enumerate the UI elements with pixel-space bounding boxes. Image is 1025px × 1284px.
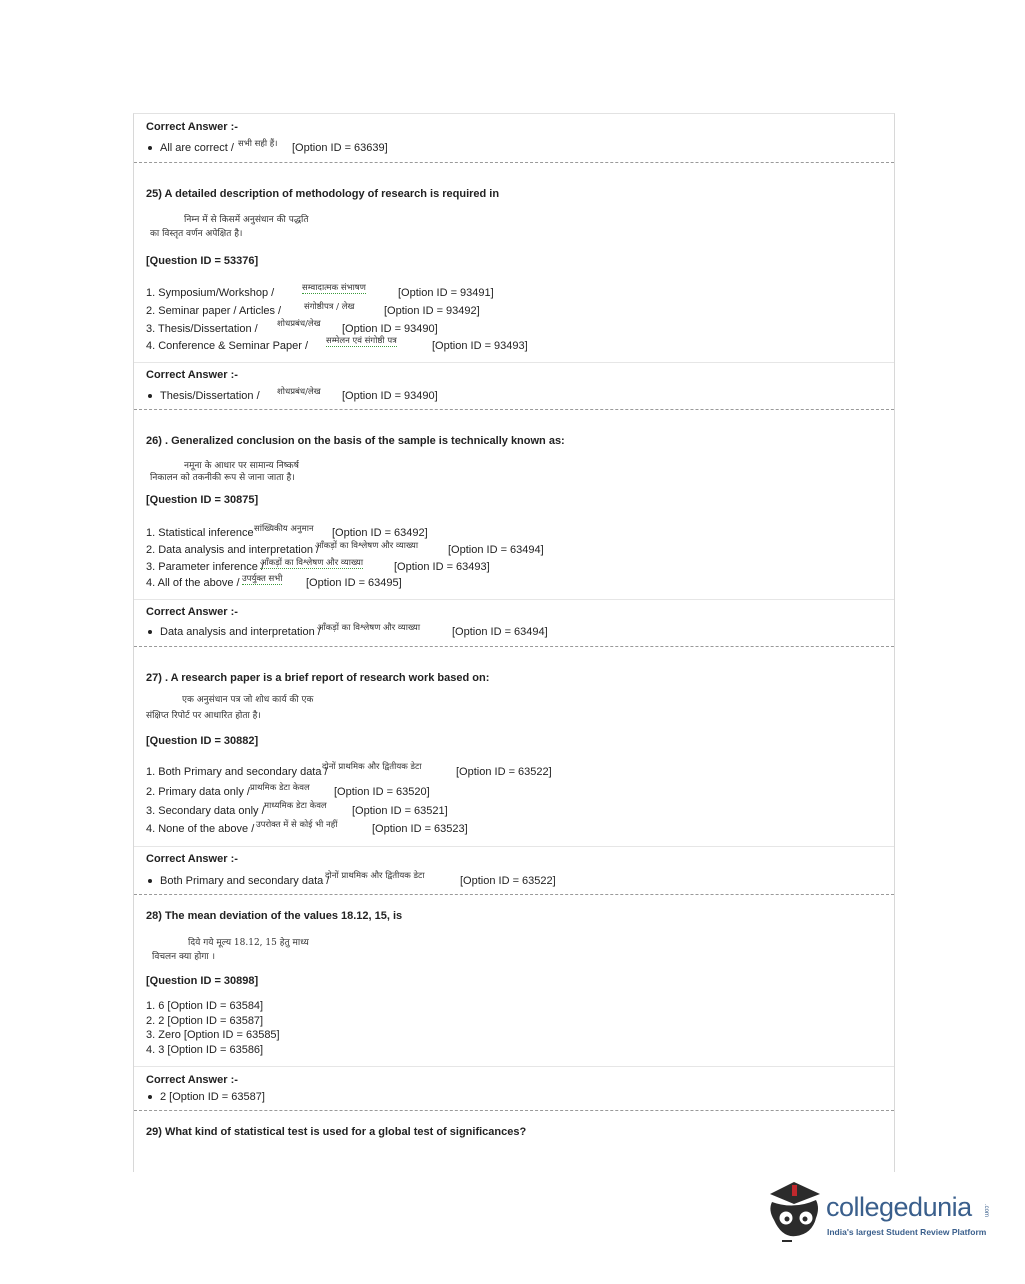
question-hindi-line: विचलन क्या होगा । [152,952,216,962]
divider [134,1110,894,1111]
answer-option-id: [Option ID = 93490] [342,390,438,402]
option-id: [Option ID = 63494] [448,544,544,556]
option: 3. Thesis/Dissertation / [146,323,258,335]
correct-answer-label: Correct Answer :- [146,121,238,133]
option-hindi: दोनों प्राथमिक और द्वितीयक डेटा [322,762,422,772]
correct-answer-item [146,142,234,154]
option-hindi: आँकड़ों का विश्लेषण और व्याख्या [260,558,364,568]
option-id: [Option ID = 63522] [456,766,552,778]
option: 3. Parameter inference / [146,561,265,573]
bullet-dot [148,1095,152,1099]
option: 4. All of the above / [146,577,240,589]
option: 4. None of the above / [146,823,255,835]
bullet-dot [148,879,152,883]
answer-hindi: शोधप्रबंध/लेख [277,387,321,397]
option-id: [Option ID = 93490] [342,323,438,335]
logo-wordmark: collegedunia [826,1192,972,1222]
correct-answer-label: Correct Answer :- [146,1074,238,1086]
bullet-dot [148,394,152,398]
divider [134,894,894,895]
divider [134,362,894,363]
option-id: [Option ID = 93492] [384,305,480,317]
divider [134,409,894,410]
bullet-dot [148,630,152,634]
answer-text: Both Primary and secondary data / [160,875,330,887]
answer-option-id: [Option ID = 63494] [452,626,548,638]
option: 2. Data analysis and interpretation / [146,544,320,556]
question-hindi-line: निकालन को तकनीकी रूप से जाना जाता है। [150,473,295,483]
option-hindi: शोधप्रबंध/लेख [277,319,321,329]
correct-answer-label: Correct Answer :- [146,853,238,865]
answer-text: Thesis/Dissertation / [160,390,260,402]
question-id: [Question ID = 30882] [146,735,259,747]
divider [134,1066,894,1067]
question-hindi-line: निम्न में से किसमें अनुसंधान की पद्धति [184,215,309,225]
logo-domain: .com [983,1204,989,1218]
correct-answer-label: Correct Answer :- [146,606,238,618]
answer-text: Data analysis and interpretation / [160,626,321,638]
option: 3. Zero [Option ID = 63585] [146,1029,280,1041]
answer-option-id: [Option ID = 63639] [292,142,388,154]
question-hindi-line: संक्षिप्त रिपोर्ट पर आधारित होता है। [146,711,261,721]
option: 2. Primary data only / [146,786,250,798]
answer-hindi: दोनों प्राथमिक और द्वितीयक डेटा [325,871,425,881]
correct-answer-item [146,875,329,887]
question-title: 29) What kind of statistical test is used for a global test of significances? [146,1126,527,1138]
bullet-dot [148,146,152,150]
option-hindi: उपर्युक्त सभी [242,574,283,584]
answer-text: 2 [Option ID = 63587] [160,1091,265,1103]
divider [134,599,894,600]
correct-answer-item [146,1091,265,1103]
option-id: [Option ID = 63495] [306,577,402,589]
option-hindi: आँकड़ों का विश्लेषण और व्याख्या [315,541,419,551]
question-id: [Question ID = 30898] [146,975,259,987]
question-hindi-line: एक अनुसंधान पत्र जो शोध कार्य की एक [182,695,314,705]
collegedunia-logo [764,1180,994,1250]
option-hindi: सम्मेलन एवं संगोष्ठी पत्र [326,336,397,346]
divider [134,846,894,847]
option-hindi: प्राथमिक डेटा केवल [250,783,310,793]
option: 3. Secondary data only / [146,805,265,817]
option-hindi: माध्यमिक डेटा केवल [264,801,327,811]
option: 1. Statistical inference [146,527,254,539]
question-hindi-line: का विस्तृत वर्णन अपेक्षित है। [150,229,243,239]
option: 2. Seminar paper / Articles / [146,305,282,317]
question-hindi-line: दिये गये मूल्य 18.12, 15 हेतु माध्य [188,938,309,948]
answer-hindi: सभी सही हैं। [238,139,278,149]
question-title: 28) The mean deviation of the values 18.12, 15, is [146,910,403,922]
option: 4. 3 [Option ID = 63586] [146,1044,264,1056]
option-id: [Option ID = 63521] [352,805,448,817]
option-id: [Option ID = 63492] [332,527,428,539]
divider [134,162,894,163]
mascot-icon [764,1180,826,1246]
correct-answer-item [146,390,260,402]
option: 1. 6 [Option ID = 63584] [146,1000,264,1012]
option-hindi: उपरोक्त में से कोई भी नहीं [256,820,338,830]
option-id: [Option ID = 63493] [394,561,490,573]
question-id: [Question ID = 30875] [146,494,259,506]
answer-option-id: [Option ID = 63522] [460,875,556,887]
divider [134,646,894,647]
option-id: [Option ID = 93493] [432,340,528,352]
option-hindi: संगोष्ठीपत्र / लेख [304,302,355,312]
correct-answer-label: Correct Answer :- [146,369,238,381]
question-hindi-line: नमूना के आधार पर सामान्य निष्कर्ष [184,461,299,471]
answer-text: All are correct / [160,142,234,154]
answer-sheet [133,113,895,1172]
answer-hindi: आँकड़ों का विश्लेषण और व्याख्या [317,623,421,633]
correct-answer-item [146,626,321,638]
option: 1. Symposium/Workshop / [146,287,275,299]
option-hindi: सम्वादात्मक संभाषण [302,283,366,293]
option-id: [Option ID = 63520] [334,786,430,798]
question-title: 25) A detailed description of methodology of research is required in [146,188,500,200]
option: 2. 2 [Option ID = 63587] [146,1015,264,1027]
logo-tagline: India's largest Student Review Platform [827,1227,987,1237]
option-id: [Option ID = 93491] [398,287,494,299]
option: 1. Both Primary and secondary data / [146,766,328,778]
question-title: 27) . A research paper is a brief report of research work based on: [146,672,490,684]
option: 4. Conference & Seminar Paper / [146,340,309,352]
option-hindi: सांख्यिकीय अनुमान [254,524,314,534]
option-id: [Option ID = 63523] [372,823,468,835]
question-title: 26) . Generalized conclusion on the basis of the sample is technically known as: [146,435,565,447]
question-id: [Question ID = 53376] [146,255,259,267]
